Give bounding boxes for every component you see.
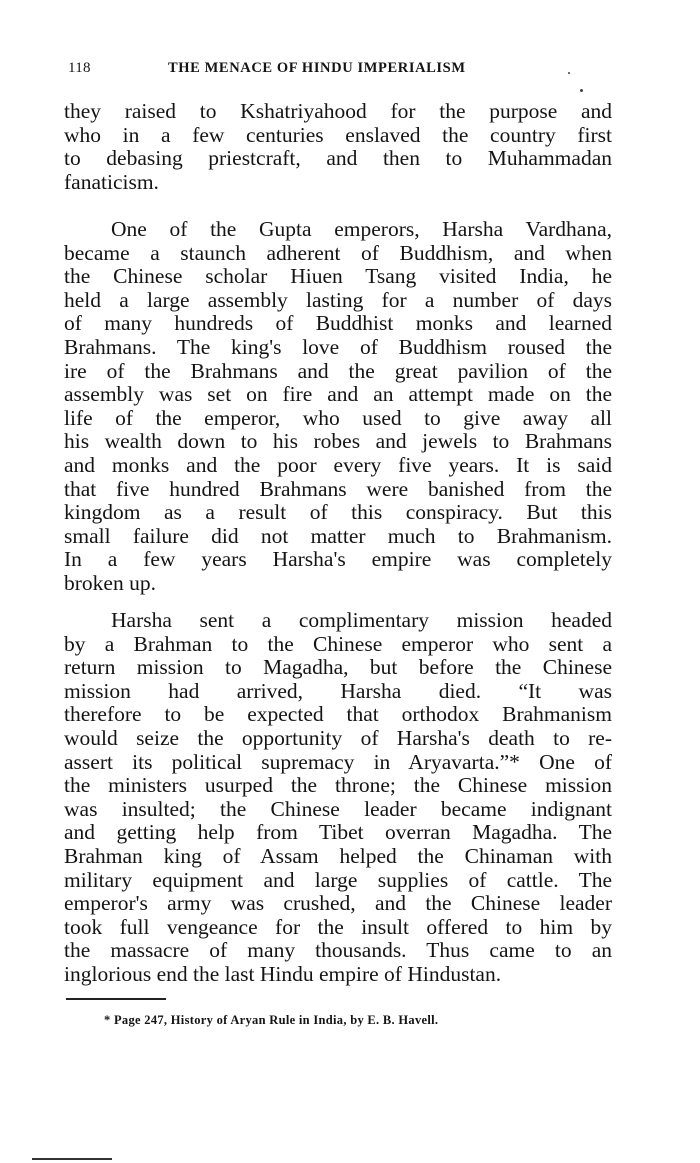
- scan-edge-mark: [32, 1158, 112, 1160]
- text-line: and monks and the poor every five years. It is said: [64, 452, 612, 477]
- text-line: life of the emperor, who used to give away all: [64, 405, 612, 430]
- text-line: emperor's army was crushed, and the Chinese leader: [64, 891, 612, 916]
- text-line: the massacre of many thousands. Thus came to an: [64, 938, 612, 963]
- text-line: his wealth down to his robes and jewels to Brahmans: [64, 429, 612, 454]
- text-line: inglorious end the last Hindu empire of Hindustan.: [64, 961, 502, 986]
- footnote: * Page 247, History of Aryan Rule in India, by E. B. Havell.: [104, 1013, 439, 1027]
- text-line: they raised to Kshatriyahood for the purpose and: [64, 99, 612, 123]
- scan-speck: [568, 72, 570, 74]
- text-line: would seize the opportunity of Harsha's death to re-: [64, 725, 612, 750]
- text-line: small failure did not matter much to Brahmanism.: [64, 523, 612, 548]
- text-line: assert its political supremacy in Aryavarta.”* One of: [64, 749, 612, 774]
- text-line: Brahman king of Assam helped the Chinaman with: [64, 843, 612, 868]
- text-line: assembly was set on fire and an attempt made on the: [64, 382, 612, 407]
- text-line: that five hundred Brahmans were banished from the: [64, 476, 612, 501]
- text-line: fanaticism.: [64, 169, 159, 194]
- text-line: to debasing priestcraft, and then to Muhammadan: [64, 146, 612, 171]
- scan-speck: [580, 89, 583, 92]
- text-line: kingdom as a result of this conspiracy. But this: [64, 500, 612, 525]
- text-line: took full vengeance for the insult offered to him by: [64, 914, 612, 939]
- text-line: of many hundreds of Buddhist monks and learned: [64, 311, 612, 336]
- text-line: the Chinese scholar Hiuen Tsang visited India, he: [64, 264, 612, 289]
- text-line: military equipment and large supplies of cattle. The: [64, 867, 612, 892]
- page-header: [68, 58, 613, 82]
- text-line: who in a few centuries enslaved the country first: [64, 122, 612, 147]
- paragraph-1: [64, 100, 612, 194]
- paragraph-3: [64, 609, 612, 987]
- text-line: by a Brahman to the Chinese emperor who sent a: [64, 631, 612, 656]
- text-line: One of the Gupta emperors, Harsha Vardhana,: [111, 217, 612, 241]
- text-line: mission had arrived, Harsha died. “It was: [64, 678, 612, 703]
- text-line: Harsha sent a complimentary mission headed: [111, 608, 612, 632]
- paragraph-2: [64, 218, 612, 596]
- text-line: held a large assembly lasting for a number of days: [64, 287, 612, 312]
- text-line: therefore to be expected that orthodox Brahmanism: [64, 702, 612, 727]
- text-line: ire of the Brahmans and the great pavilion of the: [64, 358, 612, 383]
- text-line: and getting help from Tibet overran Magadha. The: [64, 820, 612, 845]
- running-head: THE MENACE OF HINDU IMPERIALISM: [168, 60, 466, 76]
- text-line: the ministers usurped the throne; the Chinese mission: [64, 773, 612, 798]
- text-line: return mission to Magadha, but before the Chinese: [64, 655, 612, 680]
- text-line: Brahmans. The king's love of Buddhism roused the: [64, 334, 612, 359]
- text-line: In a few years Harsha's empire was completely: [64, 547, 612, 572]
- text-line: became a staunch adherent of Buddhism, and when: [64, 240, 612, 265]
- footnote-rule: [66, 998, 166, 1000]
- text-line: was insulted; the Chinese leader became indignant: [64, 796, 612, 821]
- text-line: broken up.: [64, 570, 156, 595]
- page-number: 118: [68, 60, 91, 76]
